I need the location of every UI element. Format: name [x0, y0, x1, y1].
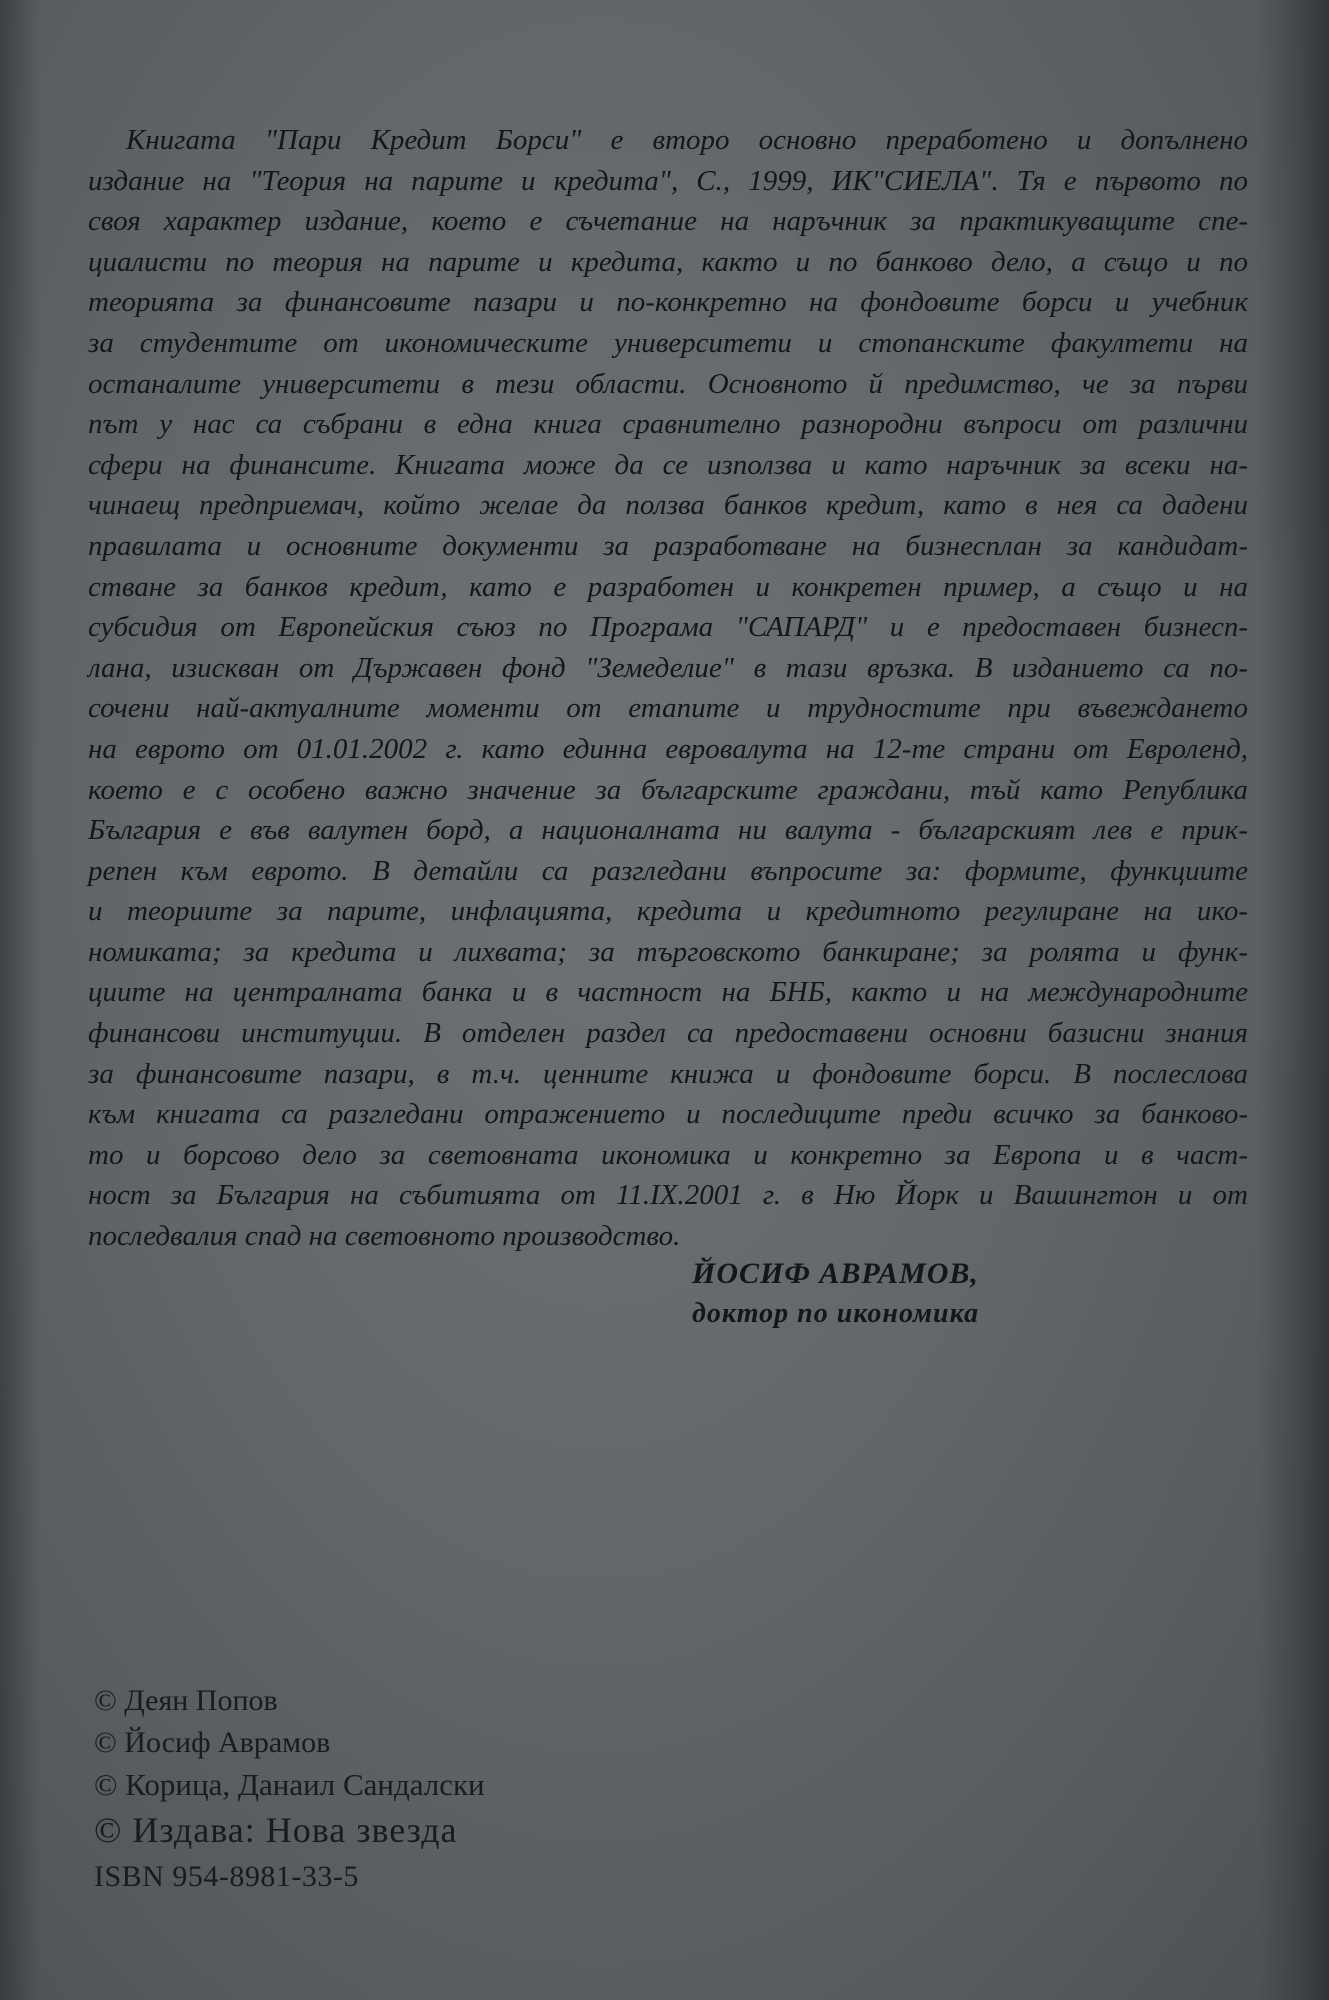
annotation-line: своя характер издание, което е съчетание на наръчник за практикуващите спе-: [88, 205, 1248, 238]
copyright-line: © Деян Попов: [94, 1684, 278, 1717]
annotation-line: лана, изискван от Държавен фонд "Земеделие" в тази връзка. В изданието са по-: [88, 651, 1248, 684]
annotation-line: циите на централната банка и в частност на БНБ, както и на международните: [88, 976, 1248, 1009]
author-name: ЙОСИФ АВРАМОВ,: [692, 1257, 979, 1290]
annotation-line: репен към еврото. В детайли са разгледани въпросите за: формите, функциите: [88, 854, 1248, 887]
page-fold-shadow: [0, 0, 40, 2000]
annotation-line: номиката; за кредита и лихвата; за търговското банкиране; за ролята и функ-: [88, 935, 1248, 968]
annotation-line: и теориите за парите, инфлацията, кредита и кредитното регулиране на ико-: [88, 895, 1248, 928]
annotation-line: циалисти по теория на парите и кредита, както и по банково дело, а също и по: [88, 245, 1248, 278]
publisher-line: © Издава: Нова звезда: [94, 1810, 458, 1850]
author-title: доктор по икономика: [692, 1298, 980, 1329]
annotation-line: за финансовите пазари, в т.ч. ценните книжа и фондовите борси. В послеслова: [88, 1057, 1248, 1090]
book-annotation: [88, 120, 1248, 1257]
copyright-block: [94, 1680, 485, 1900]
copyright-line: © Корица, Данаил Сандалски: [94, 1767, 485, 1802]
annotation-line: на еврото от 01.01.2002 г. като единна евровалута на 12-те страни от Евроленд,: [88, 732, 1248, 765]
copyright-line: © Йосиф Аврамов: [94, 1726, 331, 1759]
isbn: ISBN 954-8981-33-5: [94, 1860, 359, 1893]
annotation-line: което е с особено важно значение за българските граждани, тъй като Република: [88, 773, 1248, 806]
page-edge-shadow: [1259, 0, 1329, 2000]
annotation-line: теорията за финансовите пазари и по-конкретно на фондовите борси и учебник: [88, 286, 1248, 319]
annotation-line: то и борсово дело за световната икономика и конкретно за Европа и в част-: [88, 1138, 1248, 1171]
annotation-line: към книгата са разгледани отражението и последиците преди всичко за банково-: [88, 1098, 1248, 1131]
annotation-line: стване за банков кредит, като е разработен и конкретен пример, а също и на: [88, 570, 1248, 603]
annotation-line: Книгата "Пари Кредит Борси" е второ основно преработено и допълнено: [126, 124, 1248, 156]
annotation-line: България е във валутен борд, а националната ни валута - българският лев е прик-: [88, 814, 1248, 847]
annotation-line: последвалия спад на световното производство.: [88, 1220, 681, 1253]
annotation-line: ност за България на събитията от 11.IX.2001 г. в Ню Йорк и Вашингтон и от: [88, 1179, 1248, 1212]
author-signature: [692, 1254, 979, 1334]
annotation-line: сфери на финансите. Книгата може да се използва и като наръчник за всеки на-: [88, 448, 1248, 481]
annotation-line: за студентите от икономическите университети и стопанските факултети на: [88, 326, 1248, 359]
annotation-line: чинаещ предприемач, който желае да ползва банков кредит, като в нея са дадени: [88, 489, 1248, 522]
annotation-line: път у нас са събрани в една книга сравнително разнородни въпроси от различни: [88, 408, 1248, 441]
annotation-line: сочени най-актуалните моменти от етапите и трудностите при въвеждането: [88, 692, 1248, 725]
annotation-line: останалите университети в тези области. Основното й предимство, че за първи: [88, 367, 1248, 400]
annotation-line: издание на "Теория на парите и кредита", С., 1999, ИК"СИЕЛА". Тя е първото по: [88, 164, 1248, 197]
annotation-line: субсидия от Европейския съюз по Програма "САПАРД" и е предоставен бизнесп-: [88, 611, 1248, 644]
annotation-line: финансови институции. В отделен раздел са предоставени основни базисни знания: [88, 1017, 1248, 1050]
annotation-line: правилата и основните документи за разработване на бизнесплан за кандидат-: [88, 529, 1248, 562]
